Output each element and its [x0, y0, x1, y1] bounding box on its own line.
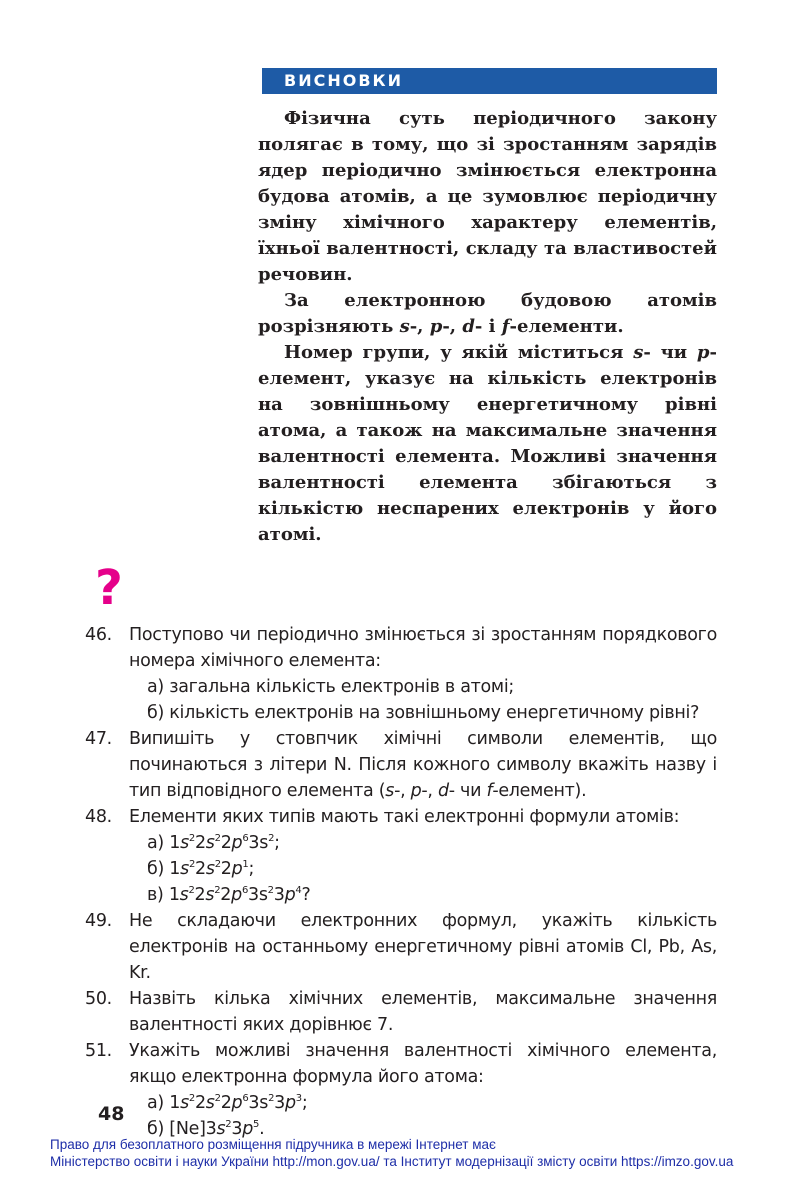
question-48-option-v: в) $1s^22s^22p^63s^23p^4$? — [147, 885, 311, 905]
question-number: 48. — [85, 807, 112, 827]
question-number: 49. — [85, 911, 112, 931]
conclusions-paragraph-3: Номер групи, у якій міститься s- чи p-елемент, указує на кількість електронів на зовнішньому енергетичному рівні атома, а також на максимальне значення валентності елемента. Можливі значення валентності елемента збігаються з кількістю неспарених електронів у його атомі. — [258, 342, 717, 545]
question-51 — [85, 1038, 717, 1090]
questions-list — [85, 622, 717, 1142]
question-number: 51. — [85, 1041, 112, 1061]
footer-line-1: Право для безоплатного розміщення підручника в мережі Інтернет має — [50, 1137, 496, 1152]
conclusions-text — [258, 106, 717, 548]
question-47: 47. Випишіть у стовпчик хімічні символи елементів, що починаються з літери N. Після кожного символу вкажіть назву і тип відповідного елемента (s-, p-, d- чи f-елемент). — [85, 726, 717, 804]
question-51-option-b: б) $[Ne]3s^23p^5$. — [147, 1119, 265, 1139]
conclusions-title: ВИСНОВКИ — [284, 71, 403, 90]
page-number: 48 — [98, 1103, 125, 1125]
question-48-option-a: а) $1s^22s^22p^63s^2$; — [147, 833, 280, 853]
footer-notice — [50, 1136, 733, 1170]
question-text: Поступово чи періодично змінюється зі зростанням порядкового номера хімічного елемента: — [129, 625, 717, 671]
question-text: Елементи яких типів мають такі електронні формули атомів: — [129, 807, 680, 827]
question-46-option-a: а) загальна кількість електронів в атомі; — [147, 677, 514, 697]
question-number: 47. — [85, 729, 112, 749]
question-number: 50. — [85, 989, 112, 1009]
conclusions-paragraph-1: Фізична суть періодичного закону полягає в тому, що зі зростанням зарядів ядер періодично змінюється електронна будова атомів, а це зумовлює періодичну зміну хімічного характеру елементів, їхньої валентності, складу та властивостей речовин. — [258, 108, 717, 285]
question-text: Укажіть можливі значення валентності хімічного елемента, якщо електронна формула його атома: — [129, 1041, 717, 1087]
question-46-option-b: б) кількість електронів на зовнішньому енергетичному рівні? — [147, 703, 700, 723]
footer-line-2: Міністерство освіти і науки України http://mon.gov.ua/ та Інститут модернізації змісту освіти https://imzo.gov.ua — [50, 1154, 734, 1169]
question-46 — [85, 622, 717, 674]
question-50 — [85, 986, 717, 1038]
question-49 — [85, 908, 717, 986]
question-48 — [85, 804, 717, 830]
question-number: 46. — [85, 625, 112, 645]
question-48-option-b: б) $1s^22s^22p^1$; — [147, 859, 255, 879]
question-text: Не складаючи електронних формул, укажіть кількість електронів на останньому енергетичному рівні атомів Cl, Pb, As, Kr. — [129, 911, 717, 983]
conclusions-paragraph-2: За електронною будовою атомів розрізняють s-, p-, d- і f-елементи. — [258, 290, 717, 337]
conclusions-header — [262, 68, 717, 94]
question-text: Назвіть кілька хімічних елементів, максимальне значення валентності яких дорівнює 7. — [129, 989, 717, 1035]
question-mark-icon: ? — [95, 560, 123, 616]
question-51-option-a: а) $1s^22s^22p^63s^23p^3$; — [147, 1093, 308, 1113]
